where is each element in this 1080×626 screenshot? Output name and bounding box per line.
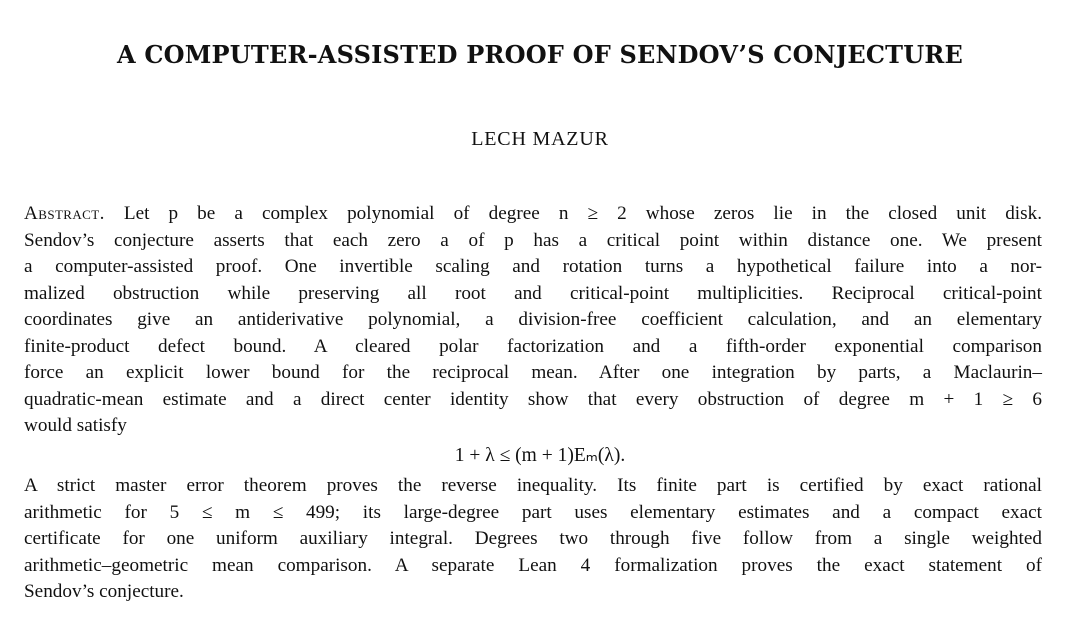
abstract-line-9: would satisfy [24,415,127,436]
abstract-line-4: malized obstruction while preserving all root and critical-point multiplicities. Reciprocal critical-point [24,283,1042,304]
abstract-line-13: arithmetic–geometric mean comparison. A separate Lean 4 formalization proves the exact statement of [24,555,1042,576]
abstract-line-8: quadratic-mean estimate and a direct center identity show that every obstruction of degree m + 1 ≥ 6 [24,389,1042,410]
abstract-line-5: coordinates give an antiderivative polynomial, a division-free coefficient calculation, and an elementary [24,309,1042,330]
abstract-line-3: a computer-assisted proof. One invertible scaling and rotation turns a hypothetical failure into a nor- [24,256,1042,277]
abstract-line-12: certificate for one uniform auxiliary integral. Degrees two through five follow from a single weighted [24,528,1042,549]
display-equation: 1 + λ ≤ (m + 1)Eₘ(λ). [454,445,626,466]
abstract-line-1: Abstract. Let p be a complex polynomial of degree n ≥ 2 whose zeros lie in the closed unit disk. [24,203,1042,224]
abstract-label: Abstract. [24,203,105,224]
abstract-line-7: force an explicit lower bound for the reciprocal mean. After one integration by parts, a Maclaurin– [24,362,1042,383]
abstract-line-11: arithmetic for 5 ≤ m ≤ 499; its large-degree part uses elementary estimates and a compact exact [24,502,1042,523]
paper-author: LECH MAZUR [471,128,609,150]
abstract-line-14: Sendov’s conjecture. [24,581,184,602]
abstract-line-6: finite-product defect bound. A cleared polar factorization and a fifth-order exponential comparison [24,336,1042,357]
paper-title: A COMPUTER-ASSISTED PROOF OF SENDOV’S CONJECTURE [116,40,963,69]
abstract-line-10: A strict master error theorem proves the reverse inequality. Its finite part is certified by exact rational [24,475,1042,496]
abstract-line-2: Sendov’s conjecture asserts that each zero a of p has a critical point within distance one. We present [24,230,1042,251]
